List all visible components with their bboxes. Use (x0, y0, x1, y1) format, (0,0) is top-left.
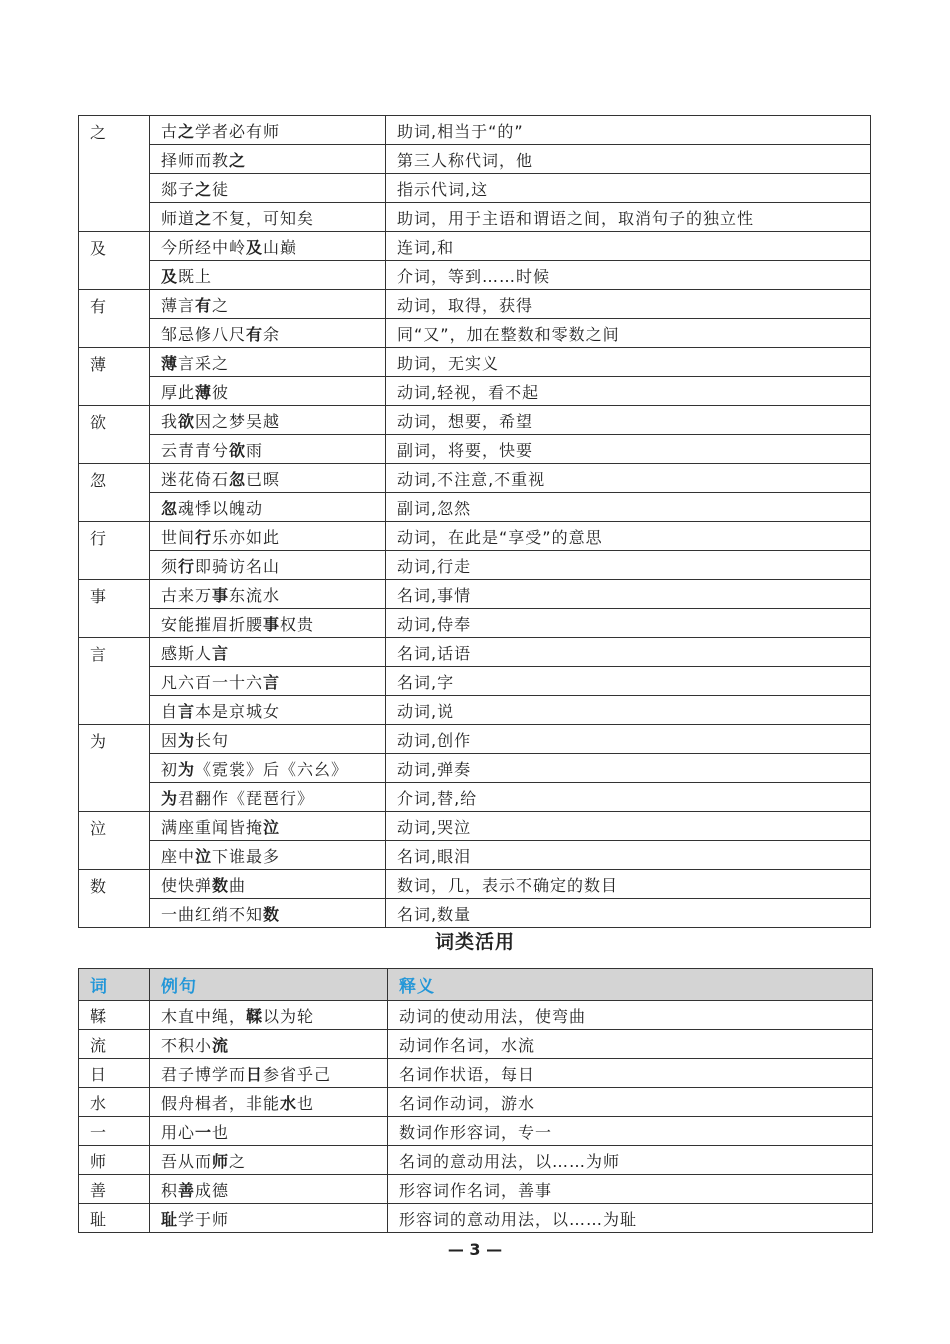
sentence-pre: 木直中绳， (161, 1006, 247, 1026)
table-row (79, 261, 871, 290)
sentence-pre: 一曲红绡不知 (161, 904, 264, 924)
word-cell: 水 (79, 1088, 150, 1117)
polysemy-table (78, 115, 871, 928)
example-sentence (150, 1059, 388, 1088)
sentence-pre: 薄言 (161, 295, 196, 315)
sentence-keyword: 欲 (229, 440, 247, 460)
table-row (79, 522, 871, 551)
sentence-post: 即骑访名山 (195, 556, 281, 576)
sentence-post: 彼 (212, 382, 230, 402)
sentence-pre: 古来万 (161, 585, 213, 605)
sentence-post: 余 (263, 324, 281, 344)
table-row (79, 1001, 873, 1030)
meaning-cell: 名词,事情 (386, 580, 871, 609)
table-row (79, 1030, 873, 1059)
usage-header-row (79, 969, 873, 1001)
example-sentence (150, 1175, 388, 1204)
sentence-keyword: 事 (212, 585, 230, 605)
sentence-keyword: 数 (263, 904, 281, 924)
sentence-keyword: 之 (229, 150, 247, 170)
sentence-pre: 积 (161, 1180, 179, 1200)
sentence-keyword: 鞣 (246, 1006, 264, 1026)
meaning-cell: 名词,话语 (386, 638, 871, 667)
meaning-cell: 动词的使动用法，使弯曲 (388, 1001, 873, 1030)
example-sentence (150, 754, 386, 783)
table-row (79, 319, 871, 348)
example-sentence (150, 609, 386, 638)
meaning-cell: 动词，在此是“享受”的意思 (386, 522, 871, 551)
meaning-cell: 动词,哭泣 (386, 812, 871, 841)
section-title: 词类活用 (434, 931, 515, 953)
meaning-cell: 助词，用于主语和谓语之间，取消句子的独立性 (386, 203, 871, 232)
example-sentence (150, 1030, 388, 1059)
table-row (79, 1204, 873, 1233)
sentence-post: 权贵 (280, 614, 315, 634)
table-row (79, 580, 871, 609)
meaning-cell: 助词，无实义 (386, 348, 871, 377)
meaning-cell: 名词作动词，游水 (388, 1088, 873, 1117)
sentence-post: 也 (297, 1093, 315, 1113)
example-sentence (150, 464, 386, 493)
table-row (79, 145, 871, 174)
sentence-pre: 自 (161, 701, 179, 721)
sentence-pre: 用心 (161, 1122, 196, 1142)
sentence-keyword: 及 (161, 266, 179, 286)
sentence-pre: 安能摧眉折腰 (161, 614, 264, 634)
sentence-post: 学于师 (178, 1209, 230, 1229)
sentence-keyword: 言 (263, 672, 281, 692)
table-row (79, 493, 871, 522)
sentence-pre: 迷花倚石 (161, 469, 230, 489)
example-sentence (150, 232, 386, 261)
sentence-keyword: 师 (212, 1151, 230, 1171)
word-cell: 善 (79, 1175, 150, 1204)
example-sentence (150, 203, 386, 232)
word-cell: 泣 (79, 812, 150, 870)
example-sentence (150, 174, 386, 203)
sentence-keyword: 事 (263, 614, 281, 634)
sentence-pre: 今所经中岭 (161, 237, 247, 257)
table-row (79, 406, 871, 435)
sentence-post: 之 (212, 295, 230, 315)
table-row (79, 551, 871, 580)
table-row (79, 348, 871, 377)
word-cell: 一 (79, 1117, 150, 1146)
meaning-cell: 数词作形容词，专一 (388, 1117, 873, 1146)
sentence-post: 成德 (195, 1180, 230, 1200)
sentence-post: 长句 (195, 730, 230, 750)
table-row (79, 638, 871, 667)
sentence-pre: 我 (161, 411, 179, 431)
sentence-pre: 须 (161, 556, 179, 576)
meaning-cell: 介词,替,给 (386, 783, 871, 812)
page-number: — 3 — (447, 1240, 503, 1259)
table-row (79, 1146, 873, 1175)
example-sentence (150, 319, 386, 348)
meaning-cell: 副词,忽然 (386, 493, 871, 522)
word-cell: 事 (79, 580, 150, 638)
table-row (79, 1059, 873, 1088)
sentence-pre: 座中 (161, 846, 196, 866)
meaning-cell: 名词作状语，每日 (388, 1059, 873, 1088)
table-row (79, 1088, 873, 1117)
meaning-cell: 介词，等到……时候 (386, 261, 871, 290)
table-row (79, 290, 871, 319)
meaning-cell: 助词,相当于“的” (386, 116, 871, 145)
example-sentence (150, 290, 386, 319)
example-sentence (150, 1001, 388, 1030)
sentence-pre: 假舟楫者，非能 (161, 1093, 281, 1113)
example-sentence (150, 116, 386, 145)
example-sentence (150, 145, 386, 174)
sentence-post: 参省乎己 (263, 1064, 332, 1084)
sentence-pre: 使快弹 (161, 875, 213, 895)
sentence-pre: 因 (161, 730, 179, 750)
sentence-keyword: 言 (212, 643, 230, 663)
sentence-post: 山巅 (263, 237, 298, 257)
word-cell: 欲 (79, 406, 150, 464)
sentence-keyword: 及 (246, 237, 264, 257)
meaning-cell: 动词,创作 (386, 725, 871, 754)
sentence-pre: 师道 (161, 208, 196, 228)
meaning-cell: 名词,眼泪 (386, 841, 871, 870)
sentence-keyword: 水 (280, 1093, 298, 1113)
meaning-cell: 动词,不注意,不重视 (386, 464, 871, 493)
meaning-cell: 动词,轻视，看不起 (386, 377, 871, 406)
sentence-post: 《霓裳》后《六幺》 (195, 759, 349, 779)
sentence-post: 之 (229, 1151, 247, 1171)
example-sentence (150, 1117, 388, 1146)
sentence-keyword: 善 (178, 1180, 196, 1200)
sentence-keyword: 数 (212, 875, 230, 895)
table-row (79, 377, 871, 406)
sentence-keyword: 之 (195, 208, 213, 228)
example-sentence (150, 551, 386, 580)
sentence-keyword: 流 (212, 1035, 230, 1055)
word-cell: 忽 (79, 464, 150, 522)
sentence-pre: 古 (161, 121, 179, 141)
sentence-pre: 邹忌修八尺 (161, 324, 247, 344)
example-sentence (150, 1088, 388, 1117)
sentence-post: 君翻作《琵琶行》 (178, 788, 315, 808)
table-row (79, 812, 871, 841)
sentence-keyword: 之 (195, 179, 213, 199)
example-sentence (150, 406, 386, 435)
sentence-post: 下谁最多 (212, 846, 281, 866)
table-row (79, 899, 871, 928)
sentence-post: 已暝 (246, 469, 281, 489)
sentence-pre: 郯子 (161, 179, 196, 199)
example-sentence (150, 667, 386, 696)
meaning-cell: 动词，想要，希望 (386, 406, 871, 435)
sentence-pre: 厚此 (161, 382, 196, 402)
sentence-pre: 满座重闻皆掩 (161, 817, 264, 837)
meaning-cell: 动词,侍奉 (386, 609, 871, 638)
table-row (79, 783, 871, 812)
example-sentence (150, 1204, 388, 1233)
example-sentence (150, 783, 386, 812)
sentence-keyword: 忽 (161, 498, 179, 518)
word-cell: 有 (79, 290, 150, 348)
table-row (79, 667, 871, 696)
table-row (79, 116, 871, 145)
meaning-cell: 名词的意动用法，以……为师 (388, 1146, 873, 1175)
sentence-post: 以为轮 (263, 1006, 315, 1026)
sentence-post: 曲 (229, 875, 247, 895)
word-cell: 师 (79, 1146, 150, 1175)
sentence-keyword: 行 (195, 527, 213, 547)
example-sentence (150, 435, 386, 464)
example-sentence (150, 725, 386, 754)
meaning-cell: 形容词作名词，善事 (388, 1175, 873, 1204)
sentence-post: 雨 (246, 440, 264, 460)
sentence-post: 不复，可知矣 (212, 208, 315, 228)
example-sentence (150, 899, 386, 928)
table-row (79, 1117, 873, 1146)
table-row (79, 1175, 873, 1204)
sentence-pre: 吾从而 (161, 1151, 213, 1171)
sentence-keyword: 之 (178, 121, 196, 141)
example-sentence (150, 841, 386, 870)
sentence-pre: 不积小 (161, 1035, 213, 1055)
example-sentence (150, 638, 386, 667)
example-sentence (150, 377, 386, 406)
sentence-post: 徒 (212, 179, 230, 199)
sentence-keyword: 忽 (229, 469, 247, 489)
word-cell: 耻 (79, 1204, 150, 1233)
word-cell: 日 (79, 1059, 150, 1088)
word-cell: 流 (79, 1030, 150, 1059)
example-sentence (150, 348, 386, 377)
sentence-keyword: 行 (178, 556, 196, 576)
table-row (79, 696, 871, 725)
sentence-post: 本是京城女 (195, 701, 281, 721)
example-sentence (150, 261, 386, 290)
word-cell: 为 (79, 725, 150, 812)
word-cell: 及 (79, 232, 150, 290)
sentence-keyword: 泣 (195, 846, 213, 866)
sentence-keyword: 为 (178, 730, 196, 750)
sentence-post: 魂悸以魄动 (178, 498, 264, 518)
sentence-post: 学者必有师 (195, 121, 281, 141)
example-sentence (150, 580, 386, 609)
sentence-post: 乐亦如此 (212, 527, 281, 547)
usage-table (78, 968, 873, 1233)
table-row (79, 609, 871, 638)
meaning-cell: 同“又”，加在整数和零数之间 (386, 319, 871, 348)
meaning-cell: 数词，几，表示不确定的数目 (386, 870, 871, 899)
meaning-cell: 第三人称代词，他 (386, 145, 871, 174)
example-sentence (150, 1146, 388, 1175)
meaning-cell: 动词,说 (386, 696, 871, 725)
word-cell: 言 (79, 638, 150, 725)
word-cell: 行 (79, 522, 150, 580)
header-word: 词 (79, 969, 150, 1001)
sentence-pre: 感斯人 (161, 643, 213, 663)
sentence-pre: 世间 (161, 527, 196, 547)
example-sentence (150, 493, 386, 522)
sentence-post: 言采之 (178, 353, 230, 373)
sentence-pre: 凡六百一十六 (161, 672, 264, 692)
sentence-keyword: 有 (195, 295, 213, 315)
example-sentence (150, 812, 386, 841)
meaning-cell: 形容词的意动用法，以……为耻 (388, 1204, 873, 1233)
example-sentence (150, 522, 386, 551)
word-cell: 薄 (79, 348, 150, 406)
sentence-post: 因之梦吴越 (195, 411, 281, 431)
sentence-pre: 君子博学而 (161, 1064, 247, 1084)
word-cell: 数 (79, 870, 150, 928)
meaning-cell: 动词,弹奏 (386, 754, 871, 783)
sentence-keyword: 耻 (161, 1209, 179, 1229)
sentence-keyword: 为 (161, 788, 179, 808)
sentence-post: 也 (212, 1122, 230, 1142)
meaning-cell: 动词作名词，水流 (388, 1030, 873, 1059)
sentence-pre: 择师而教 (161, 150, 230, 170)
header-example: 例句 (150, 969, 388, 1001)
sentence-keyword: 泣 (263, 817, 281, 837)
meaning-cell: 名词,数量 (386, 899, 871, 928)
table-row (79, 841, 871, 870)
meaning-cell: 连词,和 (386, 232, 871, 261)
meaning-cell: 动词,行走 (386, 551, 871, 580)
sentence-keyword: 一 (195, 1122, 213, 1142)
sentence-keyword: 有 (246, 324, 264, 344)
sentence-post: 东流水 (229, 585, 281, 605)
table-row (79, 203, 871, 232)
sentence-keyword: 薄 (195, 382, 213, 402)
table-row (79, 174, 871, 203)
table-row (79, 232, 871, 261)
table-row (79, 435, 871, 464)
meaning-cell: 副词，将要，快要 (386, 435, 871, 464)
word-cell: 之 (79, 116, 150, 232)
header-meaning: 释义 (388, 969, 873, 1001)
table-row (79, 464, 871, 493)
word-cell: 鞣 (79, 1001, 150, 1030)
table-row (79, 754, 871, 783)
sentence-keyword: 薄 (161, 353, 179, 373)
sentence-keyword: 欲 (178, 411, 196, 431)
sentence-keyword: 日 (246, 1064, 264, 1084)
sentence-keyword: 为 (178, 759, 196, 779)
meaning-cell: 名词,字 (386, 667, 871, 696)
table-row (79, 870, 871, 899)
meaning-cell: 动词，取得，获得 (386, 290, 871, 319)
meaning-cell: 指示代词,这 (386, 174, 871, 203)
example-sentence (150, 870, 386, 899)
sentence-pre: 云青青兮 (161, 440, 230, 460)
table-row (79, 725, 871, 754)
sentence-pre: 初 (161, 759, 179, 779)
sentence-post: 既上 (178, 266, 213, 286)
sentence-keyword: 言 (178, 701, 196, 721)
example-sentence (150, 696, 386, 725)
